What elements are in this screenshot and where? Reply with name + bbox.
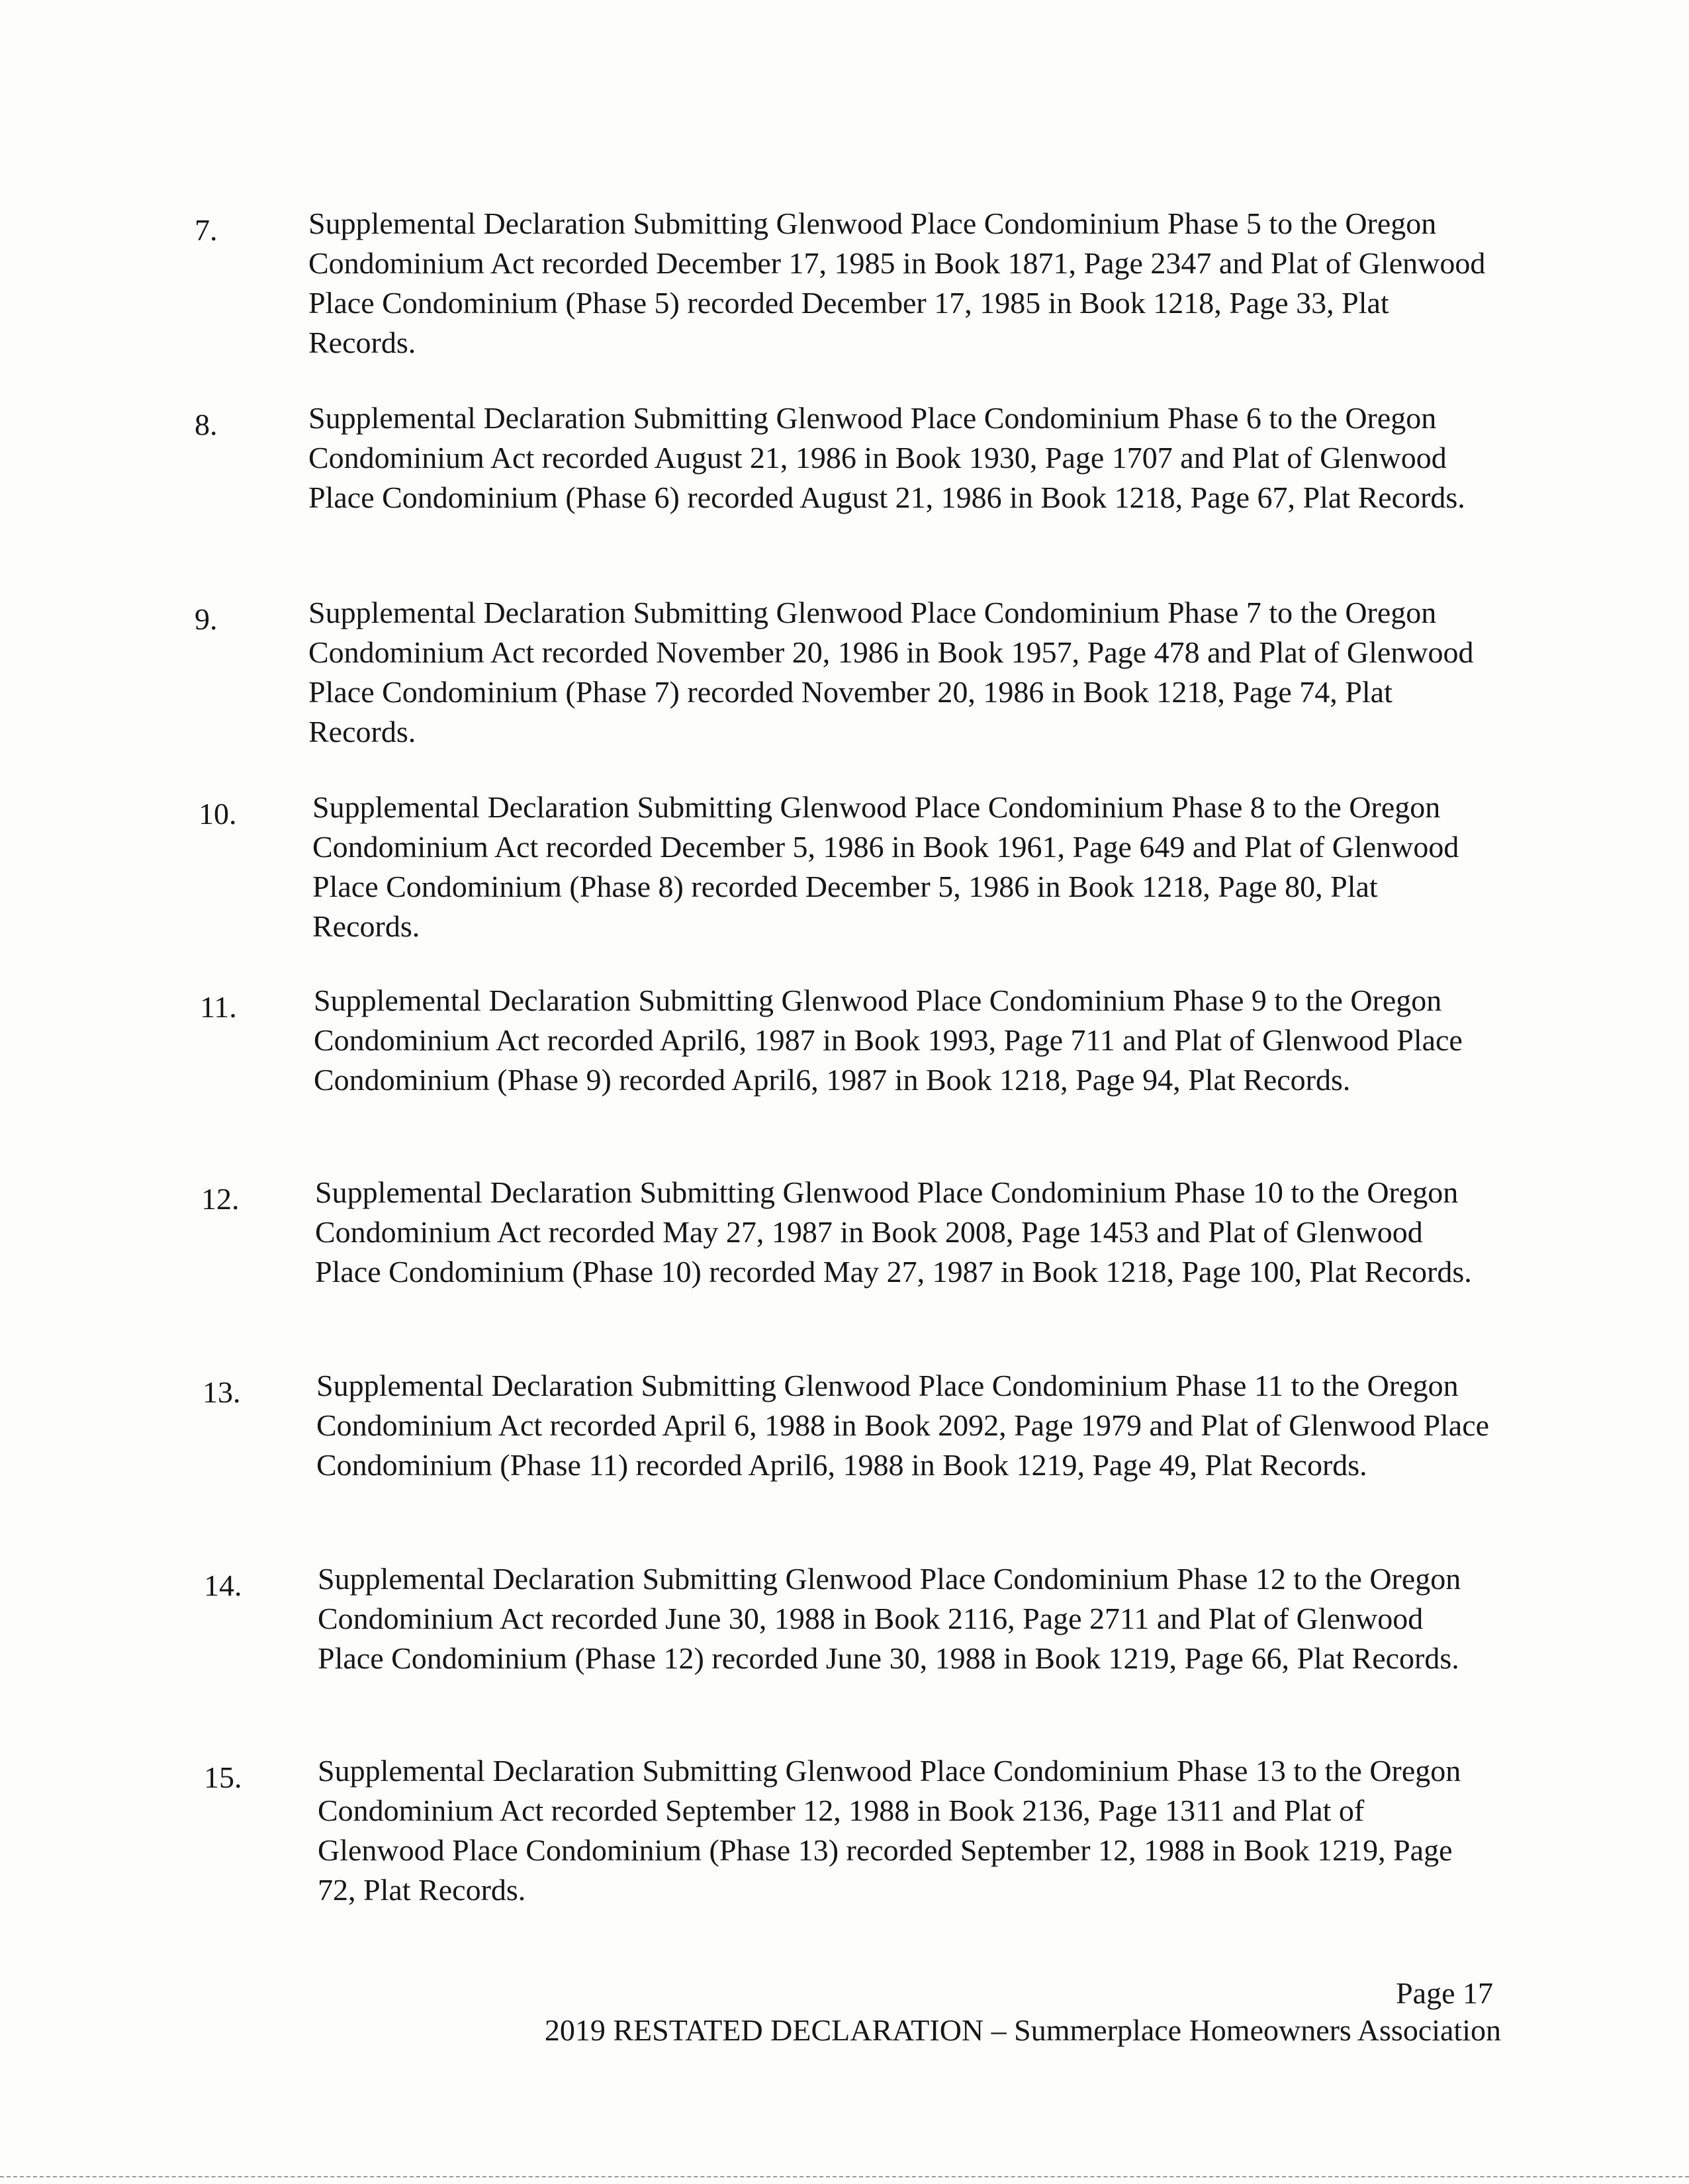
item-text: Supplemental Declaration Submitting Glenwood Place Condominium Phase 12 to the Oregon Condominium Act recorded June 30, 1988 in Book 2116, Page 2711 and Plat of Glenwood Place Condominium (Phase 12) recorded June 30, 1988 in Book 1219, Page 66, Plat Records. bbox=[318, 1562, 1461, 1675]
item-text: Supplemental Declaration Submitting Glenwood Place Condominium Phase 11 to the Oregon Condominium Act recorded April 6, 1988 in Book 2092, Page 1979 and Plat of Glenwood Place Condominium (Phase 11) recorded April6, 1988 in Book 1219, Page 49, Plat Records. bbox=[316, 1369, 1490, 1482]
scan-edge-divider bbox=[0, 2176, 1689, 2180]
item-text: Supplemental Declaration Submitting Glenwood Place Condominium Phase 6 to the Oregon Condominium Act recorded August 21, 1986 in Book 1930, Page 1707 and Plat of Glenwood Place Condominium (Phase 6) recorded August 21, 1986 in Book 1218, Page 67, Plat Records. bbox=[308, 401, 1465, 514]
item-number: 13. bbox=[203, 1375, 241, 1409]
item-text: Supplemental Declaration Submitting Glenwood Place Condominium Phase 9 to the Oregon Condominium Act recorded April6, 1987 in Book 1993, Page 711 and Plat of Glenwood Place Condominium (Phase 9) recorded April6, 1987 in Book 1218, Page 94, Plat Records. bbox=[314, 983, 1463, 1097]
item-number: 14. bbox=[204, 1569, 242, 1602]
item-number: 9. bbox=[195, 602, 218, 636]
item-number: 11. bbox=[200, 990, 237, 1024]
item-number: 10. bbox=[199, 797, 237, 831]
item-text: Supplemental Declaration Submitting Glenwood Place Condominium Phase 5 to the Oregon Condominium Act recorded December 17, 1985 in Book 1871, Page 2347 and Plat of Glenwood Place Condominium (Phase 5) recorded December 17, 1985 in Book 1218, Page 33, Plat Records. bbox=[308, 206, 1486, 359]
item-text: Supplemental Declaration Submitting Glenwood Place Condominium Phase 7 to the Oregon Condominium Act recorded November 20, 1986 in Book 1957, Page 478 and Plat of Glenwood Place Condominium (Phase 7) recorded November 20, 1986 in Book 1218, Page 74, Plat Records. bbox=[308, 596, 1474, 749]
document-title-footer: 2019 RESTATED DECLARATION – Summerplace Homeowners Association bbox=[544, 2013, 1501, 2047]
item-number: 12. bbox=[201, 1182, 240, 1216]
item-number: 7. bbox=[195, 213, 218, 247]
item-text: Supplemental Declaration Submitting Glenwood Place Condominium Phase 13 to the Oregon Condominium Act recorded September 12, 1988 in Book 2136, Page 1311 and Plat of Glenwood Place Condominium (Phase 13) recorded September 12, 1988 in Book 1219, Page 72, Plat Records. bbox=[318, 1754, 1461, 1907]
item-text: Supplemental Declaration Submitting Glenwood Place Condominium Phase 8 to the Oregon Condominium Act recorded December 5, 1986 in Book 1961, Page 649 and Plat of Glenwood Place Condominium (Phase 8) recorded December 5, 1986 in Book 1218, Page 80, Plat Records. bbox=[312, 790, 1459, 943]
item-text: Supplemental Declaration Submitting Glenwood Place Condominium Phase 10 to the Oregon Condominium Act recorded May 27, 1987 in Book 2008, Page 1453 and Plat of Glenwood Place Condominium (Phase 10) recorded May 27, 1987 in Book 1218, Page 100, Plat Records. bbox=[315, 1175, 1472, 1289]
page-number: Page 17 bbox=[1396, 1976, 1493, 2010]
item-number: 8. bbox=[195, 408, 218, 441]
item-number: 15. bbox=[204, 1760, 242, 1794]
